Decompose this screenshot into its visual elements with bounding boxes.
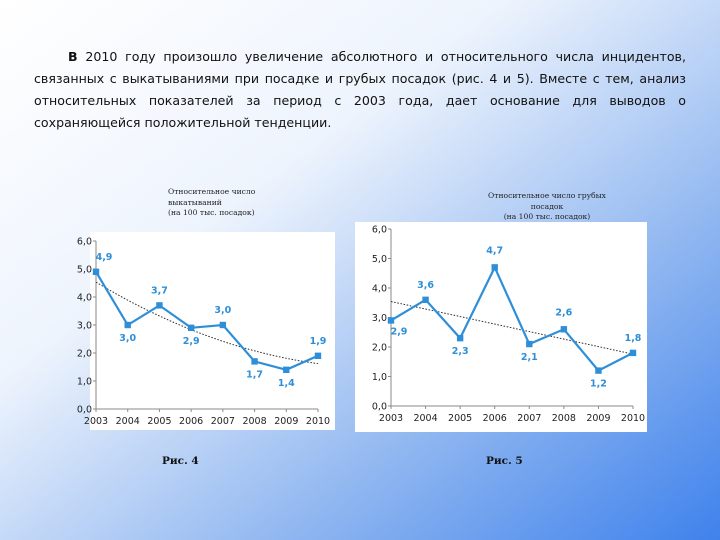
chart2-y-tick-label: 5,0 bbox=[371, 254, 387, 265]
chart1-data-point bbox=[156, 302, 162, 308]
chart1-title-line: (на 100 тыс. посадок) bbox=[168, 208, 255, 217]
chart2-x-tick-label: 2005 bbox=[448, 413, 473, 424]
chart1-data-label: 1,4 bbox=[277, 377, 295, 389]
chart2-data-label: 2,6 bbox=[555, 307, 573, 319]
chart2-title-line: посадок bbox=[530, 201, 564, 211]
chart2-y-tick-label: 1,0 bbox=[371, 372, 387, 383]
chart1-data-label: 4,9 bbox=[95, 251, 113, 263]
chart1-x-tick-label: 2009 bbox=[274, 416, 299, 427]
chart2-x-tick-label: 2007 bbox=[517, 413, 542, 424]
chart2-data-label: 1,2 bbox=[590, 378, 607, 390]
chart2-title-line: (на 100 тыс. посадок) bbox=[503, 212, 591, 221]
chart1-data-point bbox=[251, 358, 257, 364]
figure-4-caption: Рис. 4 bbox=[162, 455, 199, 467]
chart1-y-tick-label: 3,0 bbox=[76, 320, 92, 332]
chart2-data-label: 2,1 bbox=[520, 352, 538, 364]
chart1-data-label: 3,0 bbox=[119, 333, 137, 344]
chart1-y-tick-label: 1,0 bbox=[76, 376, 92, 388]
chart1-data-point bbox=[188, 325, 194, 331]
chart1-x-tick-label: 2003 bbox=[83, 416, 109, 427]
chart1-y-tick-label: 6,0 bbox=[76, 236, 92, 248]
chart2-x-tick-label: 2008 bbox=[551, 413, 576, 424]
chart2-data-point bbox=[492, 264, 498, 270]
chart2-data-point bbox=[422, 297, 428, 303]
chart1-data-point bbox=[125, 322, 131, 328]
chart1-series-line bbox=[96, 272, 318, 370]
chart2-x-tick-label: 2006 bbox=[482, 413, 507, 424]
chart2-y-tick-label: 0,0 bbox=[371, 401, 387, 413]
chart2-data-point bbox=[526, 341, 532, 347]
chart1-x-tick-label: 2004 bbox=[115, 416, 140, 427]
chart2-data-label: 2,9 bbox=[390, 326, 408, 338]
chart1-y-tick-label: 5,0 bbox=[76, 264, 92, 276]
chart2-data-label: 3,6 bbox=[417, 279, 434, 291]
chart2-y-tick-label: 3,0 bbox=[371, 313, 387, 324]
chart1-data-point bbox=[220, 322, 226, 328]
chart1-data-label: 1,7 bbox=[246, 369, 263, 381]
chart2-data-point bbox=[630, 350, 636, 356]
chart2-data-label: 4,7 bbox=[486, 245, 504, 257]
chart1-x-tick-label: 2005 bbox=[147, 416, 172, 427]
chart2-y-tick-label: 2,0 bbox=[371, 342, 387, 354]
chart1-data-label: 3,7 bbox=[151, 285, 168, 297]
chart2-x-tick-label: 2009 bbox=[586, 413, 611, 424]
chart1-title-line: выкатываний bbox=[168, 197, 222, 207]
chart2-y-tick-label: 4,0 bbox=[371, 283, 387, 295]
chart2-data-point bbox=[595, 367, 601, 373]
intro-body-text: 2010 году произошло увеличение абсолютного и относительного числа инцидентов, связанных с выкатываниями при посадке и грубых посадок (рис. 4 и 5). Вместе с тем, анализ относительных показателей за период с 2003 года, дает основание для выводов о сохраняющейся положительной тенденции. bbox=[34, 49, 686, 130]
chart1-data-label: 1,9 bbox=[309, 335, 327, 347]
chart2-data-point bbox=[388, 317, 394, 323]
chart1-data-label: 3,0 bbox=[214, 305, 232, 316]
chart2-data-label: 1,8 bbox=[624, 332, 642, 344]
chart1-x-tick-label: 2008 bbox=[242, 416, 267, 427]
chart1-data-point bbox=[93, 269, 99, 275]
chart2-title-line: Относительное число грубых bbox=[488, 191, 606, 200]
chart2-data-point bbox=[561, 326, 567, 332]
chart2-y-tick-label: 6,0 bbox=[371, 224, 387, 236]
chart1-data-label: 2,9 bbox=[182, 335, 200, 347]
chart2-data-point bbox=[457, 335, 463, 341]
chart1-x-tick-label: 2006 bbox=[179, 416, 204, 427]
chart1-data-point bbox=[315, 353, 321, 359]
chart1-title-line: Относительное число bbox=[168, 187, 256, 196]
chart1-y-tick-label: 2,0 bbox=[76, 348, 92, 360]
chart2-x-tick-label: 2010 bbox=[620, 413, 646, 424]
chart1-x-tick-label: 2010 bbox=[305, 416, 331, 427]
chart1-data-point bbox=[283, 367, 289, 373]
intro-lead-word: В bbox=[68, 49, 78, 64]
chart2-x-tick-label: 2003 bbox=[378, 413, 404, 424]
chart1-y-tick-label: 4,0 bbox=[76, 292, 92, 304]
chart1-y-tick-label: 0,0 bbox=[76, 404, 92, 416]
chart2-x-tick-label: 2004 bbox=[413, 413, 438, 424]
chart2-data-label: 2,3 bbox=[451, 346, 469, 358]
chart1-x-tick-label: 2007 bbox=[210, 416, 235, 427]
figure-5-caption: Рис. 5 bbox=[486, 455, 523, 467]
